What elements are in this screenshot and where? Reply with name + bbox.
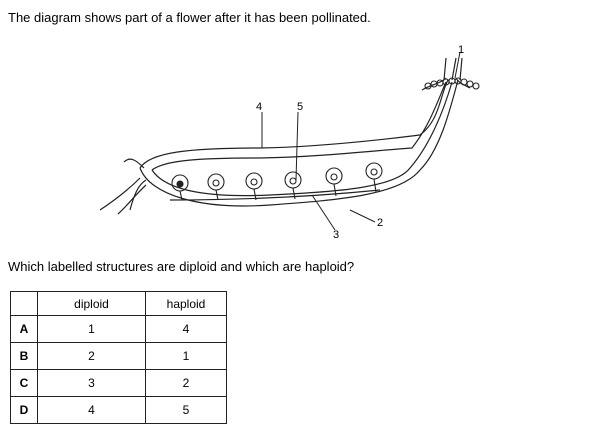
diploid-cell: 2	[38, 343, 146, 370]
option-key: D	[11, 397, 38, 424]
diploid-cell: 4	[38, 397, 146, 424]
haploid-cell: 1	[146, 343, 227, 370]
diploid-cell: 3	[38, 370, 146, 397]
haploid-cell: 4	[146, 316, 227, 343]
label-2: 2	[377, 217, 384, 229]
header-haploid: haploid	[146, 292, 227, 316]
haploid-cell: 2	[146, 370, 227, 397]
table-row[interactable]	[11, 370, 227, 397]
label-4: 4	[256, 101, 263, 113]
option-key: C	[11, 370, 38, 397]
label-5: 5	[297, 101, 304, 113]
header-diploid: diploid	[38, 292, 146, 316]
option-key: B	[11, 343, 38, 370]
answer-table	[10, 291, 227, 424]
table-row[interactable]	[11, 397, 227, 424]
haploid-cell: 5	[146, 397, 227, 424]
question-text: Which labelled structures are diploid and which are haploid?	[8, 259, 355, 274]
table-row[interactable]	[11, 316, 227, 343]
table-header-row	[11, 292, 227, 316]
diploid-cell: 1	[38, 316, 146, 343]
header-key	[11, 292, 38, 316]
intro-text: The diagram shows part of a flower after it has been pollinated.	[8, 10, 371, 25]
label-3: 3	[333, 229, 340, 241]
label-1: 1	[458, 44, 465, 56]
option-key: A	[11, 316, 38, 343]
table-row[interactable]	[11, 343, 227, 370]
